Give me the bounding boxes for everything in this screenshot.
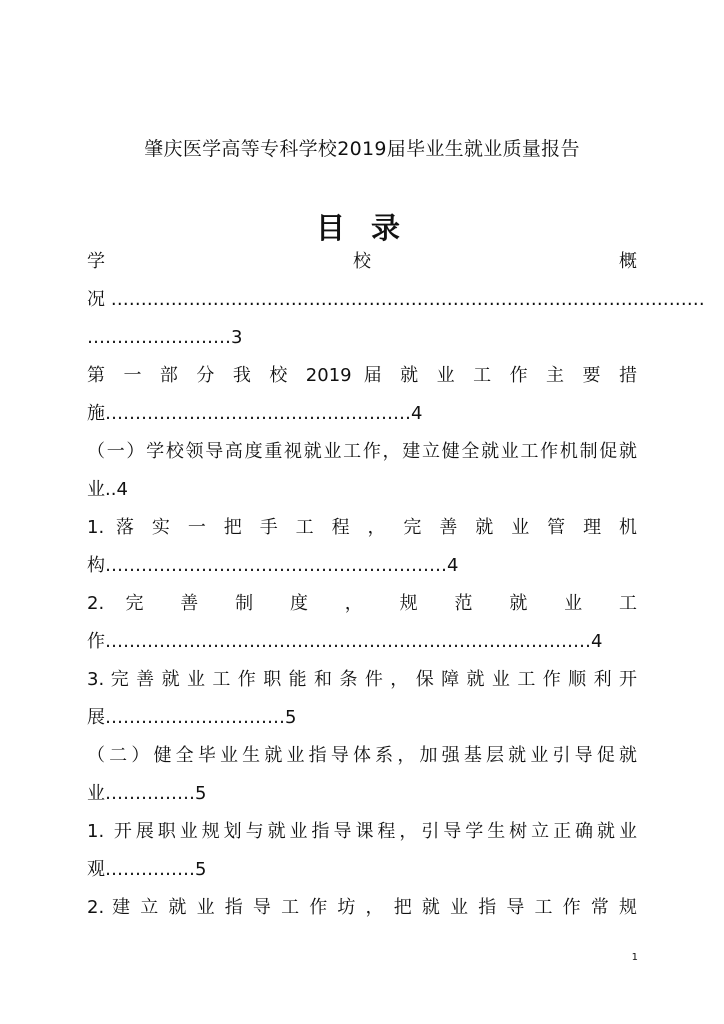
toc-line[interactable]: ……………………3 (87, 327, 243, 348)
toc-line[interactable]: 构…………………………………………………4 (87, 555, 459, 576)
document-title: 肇庆医学高等专科学校2019届毕业生就业质量报告 (144, 138, 580, 160)
toc-line[interactable]: 作………………………………………………………………………4 (87, 631, 603, 652)
toc-line[interactable]: 2. 建 立 就 业 指 导 工 作 坊 ， 把 就 业 指 导 工 作 常 规 (87, 897, 637, 918)
toc-line[interactable]: 业..4 (87, 479, 128, 500)
toc-line[interactable]: 3. 完 善 就 业 工 作 职 能 和 条 件 ， 保 障 就 业 工 作 顺 利 开 (87, 669, 637, 690)
toc-line[interactable]: 学 校 概 (87, 251, 637, 272)
toc-heading: 目 录 (315, 211, 409, 245)
toc-line[interactable]: 2. 完 善 制 度 ， 规 范 就 业 工 (87, 593, 637, 614)
toc-line[interactable]: （一）学校领导高度重视就业工作，建立健全就业工作机制促就 (87, 441, 637, 462)
toc-line[interactable]: 1. 开展职业规划与就业指导课程，引导学生树立正确就业 (87, 821, 637, 842)
toc-line[interactable]: 观……………5 (87, 859, 207, 880)
page-number: 1 (631, 952, 638, 963)
toc-line[interactable]: 展…………………………5 (87, 707, 297, 728)
toc-line[interactable]: 施……………………………………………4 (87, 403, 423, 424)
toc-line[interactable]: 业……………5 (87, 783, 207, 804)
toc-line[interactable]: 1. 落 实 一 把 手 工 程 ， 完 善 就 业 管 理 机 (87, 517, 637, 538)
toc-line[interactable]: 况 ……………………………………………………………………………………… (87, 289, 705, 310)
toc-line[interactable]: 第 一 部 分 我 校 2019 届 就 业 工 作 主 要 措 (87, 365, 637, 386)
toc-line[interactable]: （二）健全毕业生就业指导体系，加强基层就业引导促就 (87, 745, 637, 766)
